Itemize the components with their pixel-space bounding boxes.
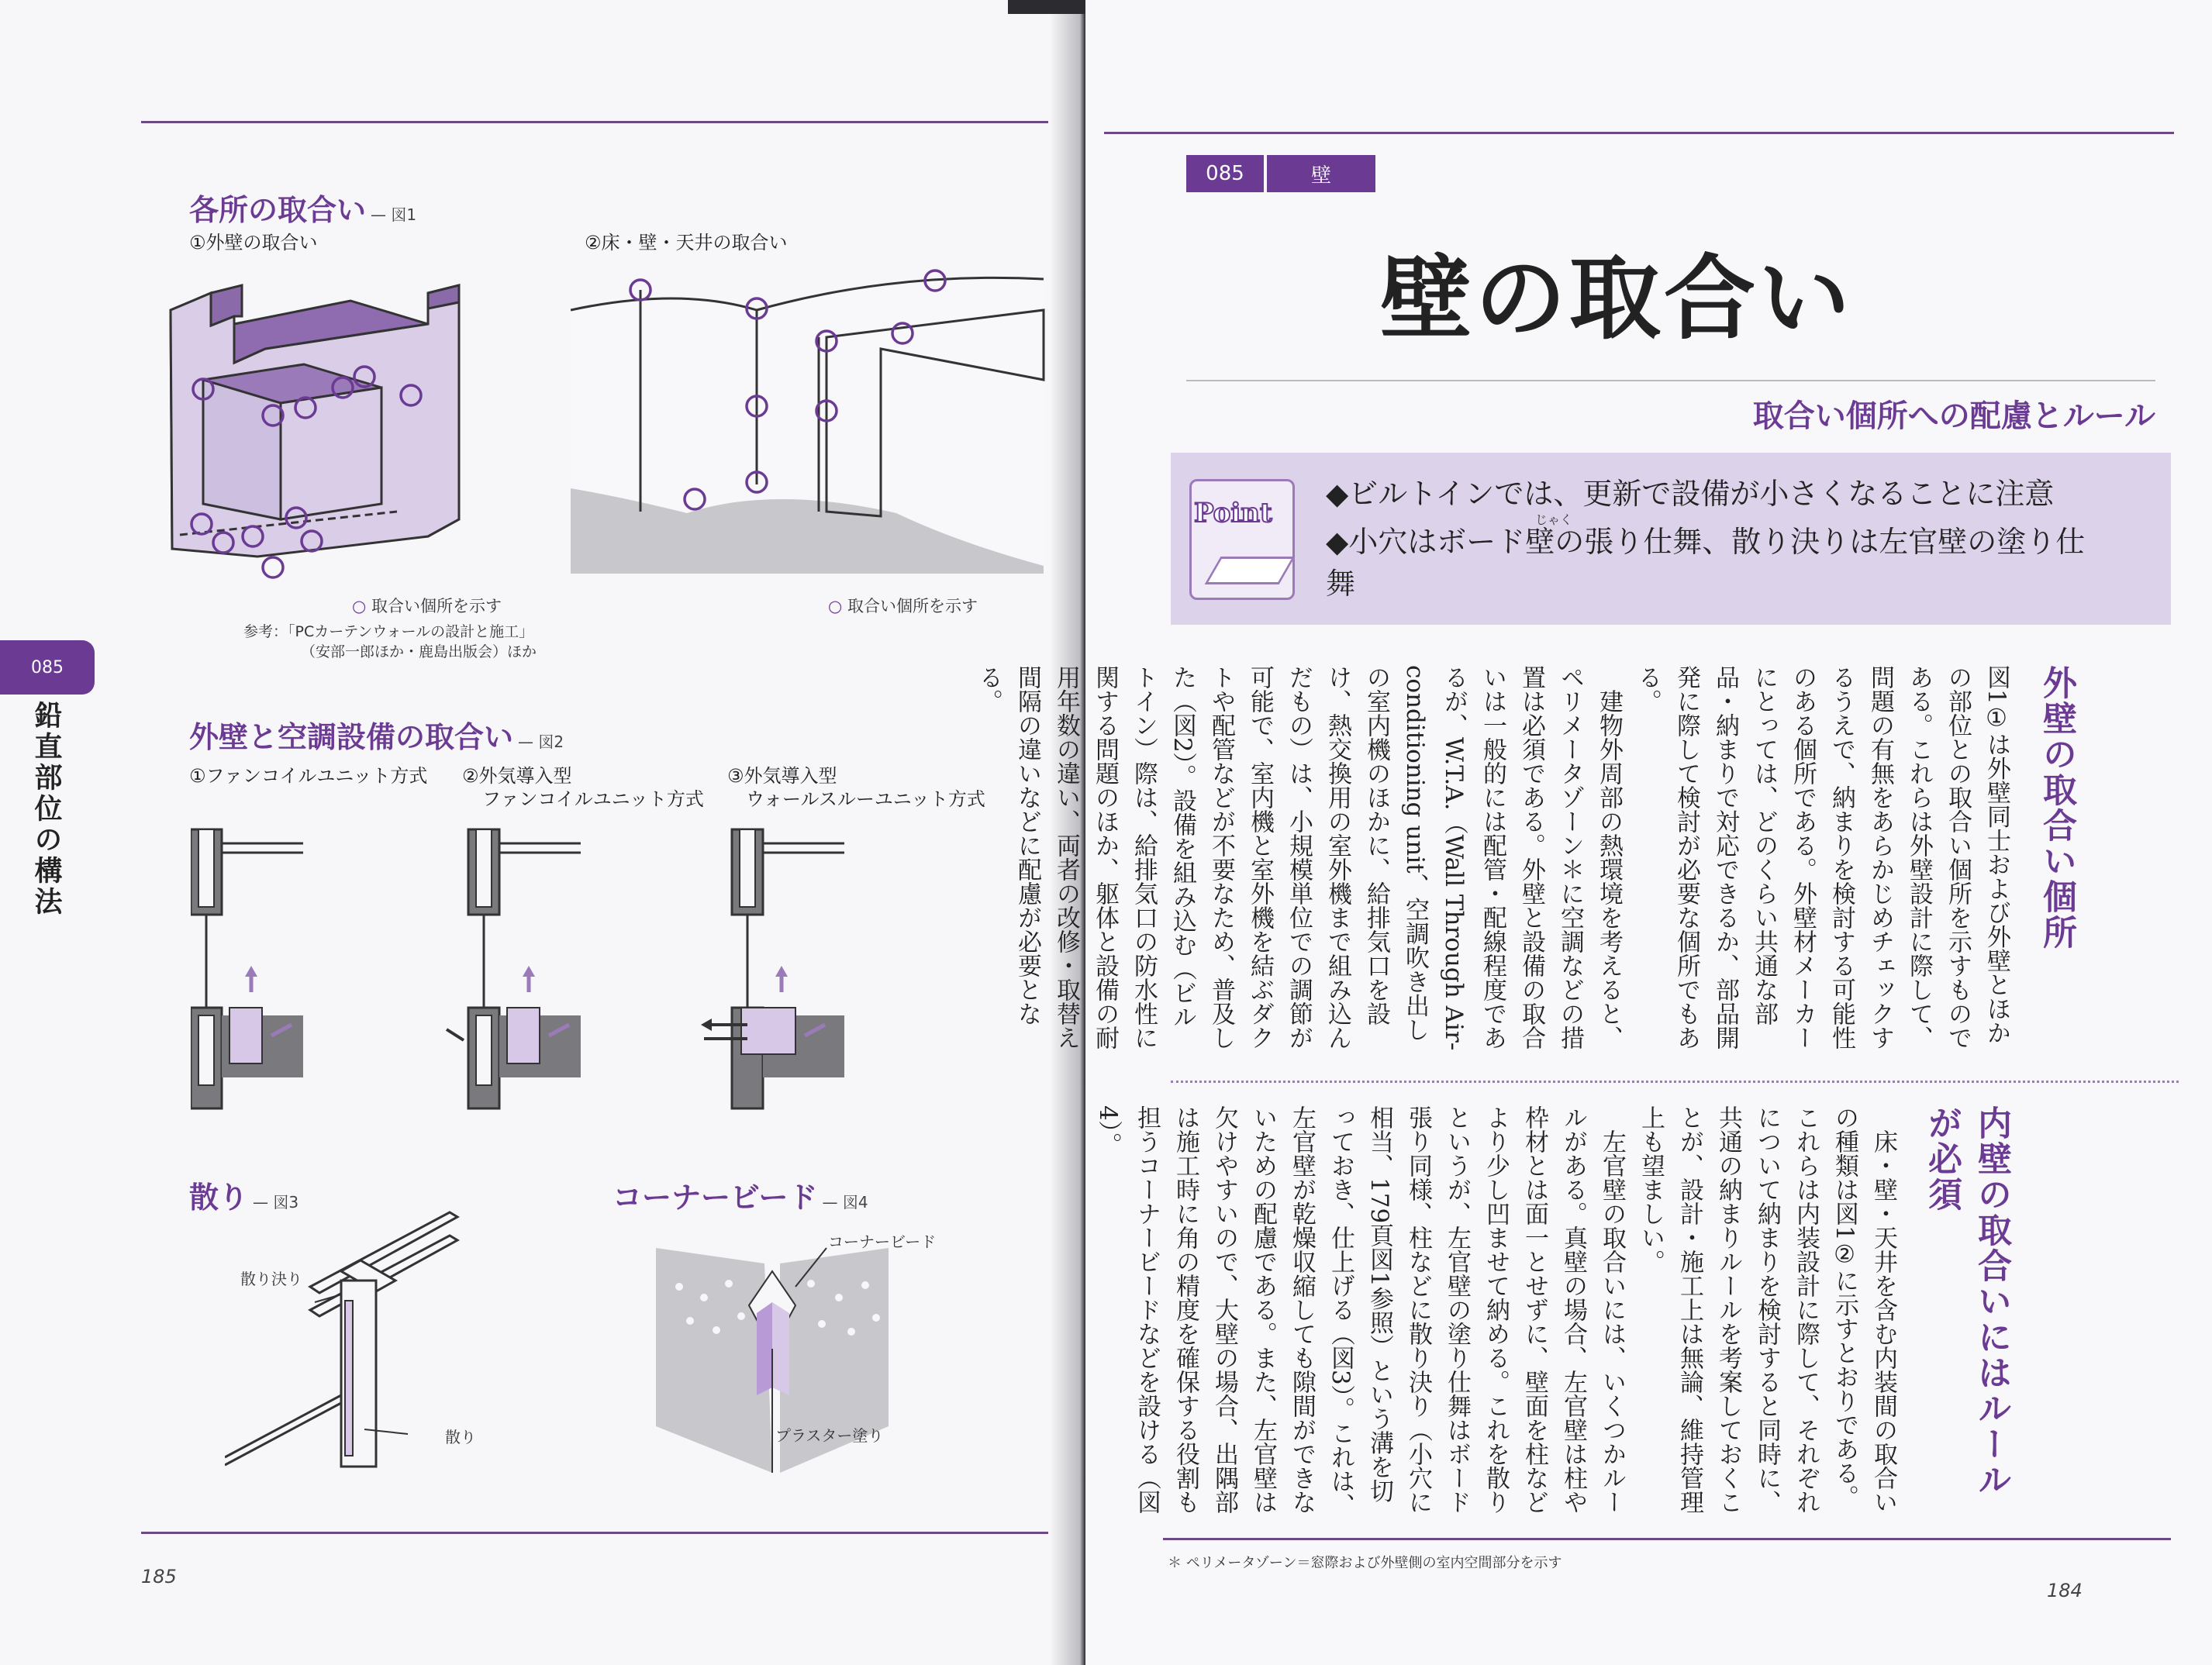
- fig3-label-bottom: 散り: [445, 1428, 476, 1446]
- fig4-label-bottom: プラスター塗り: [775, 1426, 884, 1445]
- fig1-ref2: （安部一郎ほか・鹿島出版会）ほか: [301, 643, 537, 660]
- exterior-wall-diagram: [164, 271, 521, 597]
- upper-body-text: 図1①は外壁同士および外壁とほかの部位との取合い個所を示すものである。これらは外壁設計に際して、問題の有無をあらかじめチェックするうえで、納まりを検討する可能性のある個所である。外壁材メーカーにとっては、どのくらい共通な部品・納まりで対応できるか、部品開発に際して検討が必要な個所でもある。 建物外周部の熱環境を考えると、ペリメータゾーン＊に空調などの措置は必須である。外壁と設備の取合いは一般的には配管・配線程度であるが、W.T.A.（Wall Through Air-conditioning unit、空調吹き出しの室内機のほかに、給排気口を設け、熱交換用の室外機まで組み込んだもの）は、小規模単位での調節が可能で、室内機と室外機を結ぶダクトや配管などが不要なため、普及した（図2）。設備を組み込む（ビルトイン）際は、給排気口の防水性に関する問題のほか、躯体と設備の耐用年数の違い、両者の改修・取替え間隔の違いなどに配慮が必要となる。: [975, 665, 2010, 1051]
- point-badge: [1189, 471, 1290, 603]
- heading-interior: 内壁の取合いにはルールが必須: [1922, 1105, 2011, 1498]
- ruby-jaku: じゃく: [1535, 512, 1573, 527]
- top-rule-right: [1104, 132, 2174, 134]
- fig1-sub1: ①外壁の取合い: [189, 232, 318, 253]
- fig2-title: 外壁と空調設備の取合い — 図2: [189, 720, 564, 754]
- chapter-tab: 085: [0, 640, 95, 695]
- section-name: 壁: [1267, 155, 1375, 192]
- right-page: [975, 0, 2212, 1665]
- section-number: 085: [1186, 155, 1264, 192]
- point-2: ◆小穴はボード壁の張り仕舞、散り決りは左官壁の塗り仕舞: [1326, 525, 2086, 601]
- tier-divider: [1171, 1081, 2179, 1084]
- fig4-label-top: コーナービード: [828, 1232, 937, 1251]
- heading-exterior: 外壁の取合い個所: [2037, 665, 2076, 950]
- fig2-sub3-line2: ウォールスルーユニット方式: [746, 788, 985, 810]
- page-number-right: 184: [2047, 1580, 2083, 1601]
- wall-through-unit-diagram: [701, 822, 848, 1116]
- point-box: [1171, 453, 2171, 625]
- bottom-rule-right: [1163, 1538, 2171, 1540]
- fig2-sub2-line1: ②外気導入型: [462, 765, 572, 787]
- floor-wall-ceiling-diagram: [571, 264, 1051, 574]
- fig2-sub1: ①ファンコイルユニット方式: [189, 765, 428, 787]
- fig4-title: コーナービード — 図4: [613, 1181, 868, 1215]
- fig1-ref1: 参考：「PCカーテンウォールの設計と施工」: [243, 623, 534, 640]
- fig1-title: 各所の取合い — 図1: [189, 193, 417, 227]
- title-divider: [1186, 380, 2155, 381]
- page-title: 壁の取合い: [1380, 245, 1854, 352]
- fig1-sub2: ②床・壁・天井の取合い: [585, 232, 788, 253]
- top-rule: [141, 121, 1048, 123]
- footnote: ＊ ペリメータゾーン＝窓際および外壁側の室内空間部分を示す: [1168, 1555, 1562, 1571]
- chiri-diagram: [225, 1209, 473, 1473]
- lower-body-text: 床・壁・天井を含む内装間の取合いの種類は図1②に示すとおりである。これらは内装設計に際して、それぞれについて納まりを検討すると同時に、共通の納まりルールを考案しておくことが、設計・施工上は無論、維持管理上も望ましい。 左官壁の取合いには、いくつかルールがある。真壁の場合、左官壁は柱や枠材とは面一とせずに、壁面を柱などより少し凹ませて納める。これを散りというが、左官壁の塗り仕舞はボード張り同様、柱などに散り決り（小穴に相当、179頁図1参照）という溝を切っておき、仕上げる（図3）。これは、左官壁が乾燥収縮しても隙間ができないための配慮である。また、左官壁は欠けやすいので、大壁の場合、出隅部は施工時に角の精度を確保する役割も担うコーナービードなどを設ける（図4）。: [1094, 1105, 1897, 1518]
- bottom-rule: [141, 1532, 1048, 1534]
- fig3-title: 散り — 図3: [189, 1181, 299, 1215]
- page-number-left: 185: [141, 1566, 177, 1587]
- fan-coil-diagram: [191, 822, 307, 1116]
- chapter-title: 鉛直部位の構法: [30, 701, 62, 918]
- fig2-sub3-line1: ③外気導入型: [727, 765, 837, 787]
- subtitle: 取合い個所への配慮とルール: [1752, 398, 2155, 434]
- fig1-legend1: ○ 取合い個所を示す: [352, 597, 502, 615]
- point-1: ◆ビルトインでは、更新で設備が小さくなることに注意: [1326, 477, 2055, 511]
- fig3-label-top: 散り決り: [240, 1270, 302, 1288]
- point-label: Point: [1194, 498, 1272, 529]
- left-page: [0, 0, 1085, 1665]
- fig1-legend2: ○ 取合い個所を示す: [828, 597, 978, 615]
- outside-air-fan-coil-diagram: [445, 822, 585, 1116]
- fig2-sub2-line2: ファンコイルユニット方式: [482, 788, 704, 810]
